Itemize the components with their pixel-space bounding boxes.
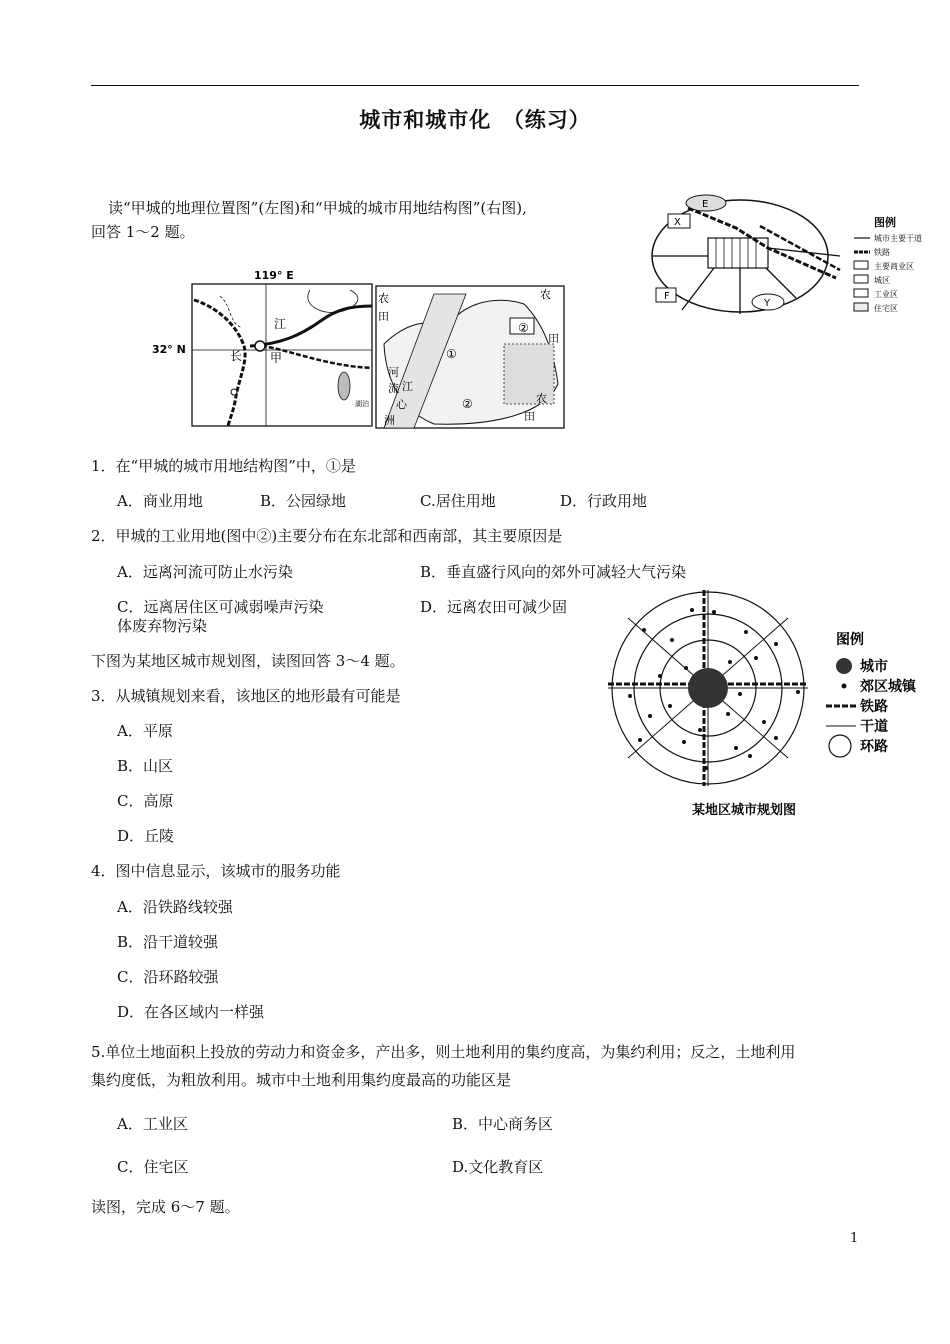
q4-option-d[interactable]: D．在各区域内一样强 bbox=[117, 1003, 265, 1021]
map-right-label-10: 田 bbox=[524, 410, 535, 423]
map-left-label-chang: 长 bbox=[230, 349, 243, 363]
q2-option-d[interactable]: D．远离农田可减少固 bbox=[420, 598, 568, 616]
q1-option-a[interactable]: A．商业用地 bbox=[117, 492, 203, 510]
map-right-label-circle2-ne: ② bbox=[518, 321, 529, 335]
city-plan-figure bbox=[600, 588, 930, 824]
intro-line-2: 回答 1～2 题。 bbox=[91, 223, 195, 241]
map-left-label-jia: 甲 bbox=[270, 351, 283, 365]
map-right-label-0: 农 bbox=[378, 292, 389, 305]
zone-e-label: E bbox=[702, 199, 709, 210]
map-left-label-jiang: 江 bbox=[274, 317, 287, 331]
legend-top-item-2: 主要商业区 bbox=[874, 262, 914, 271]
map-right-label-4: 河 bbox=[388, 366, 399, 379]
q2-option-a[interactable]: A．远离河流可防止水污染 bbox=[117, 563, 293, 581]
zone-f-label: F bbox=[664, 291, 670, 302]
q2-stem: 2．甲城的工业用地(图中②)主要分布在东北部和西南部，其主要原因是 bbox=[91, 527, 563, 545]
intro-line-1: 读“甲城的地理位置图”(左图)和“甲城的城市用地结构图”(右图), bbox=[108, 199, 527, 217]
location-map bbox=[150, 266, 376, 430]
plan-legend-item-1: 郊区城镇 bbox=[860, 679, 916, 695]
legend-top-item-4: 工业区 bbox=[874, 290, 898, 299]
legend-top-title: 图例 bbox=[874, 216, 896, 229]
page-number: 1 bbox=[850, 1231, 859, 1246]
map-right-label-5: 流 bbox=[388, 382, 399, 395]
q1-stem: 1．在“甲城的城市用地结构图”中，①是 bbox=[91, 457, 356, 475]
q1-option-d[interactable]: D．行政用地 bbox=[560, 492, 648, 510]
map-left-label-lake: 湖泊 bbox=[355, 400, 369, 408]
q5-option-b[interactable]: B．中心商务区 bbox=[452, 1115, 554, 1133]
map-right-label-9: 农 bbox=[536, 392, 547, 405]
q5-option-a[interactable]: A．工业区 bbox=[117, 1115, 188, 1133]
road-southeast bbox=[766, 268, 796, 298]
land-use-map bbox=[374, 284, 566, 430]
q1-option-c[interactable]: C.居住用地 bbox=[420, 492, 496, 510]
q2-option-b[interactable]: B．垂直盛行风向的郊外可减轻大气污染 bbox=[420, 563, 687, 581]
q4-stem: 4．图中信息显示，该城市的服务功能 bbox=[91, 862, 341, 880]
q1-option-b[interactable]: B．公园绿地 bbox=[260, 492, 347, 510]
plan-legend-item-3: 干道 bbox=[860, 719, 888, 735]
header-rule bbox=[91, 85, 859, 86]
legend-top-item-3: 城区 bbox=[874, 276, 890, 285]
page-title: 城市和城市化 （练习） bbox=[359, 107, 591, 132]
map-right-label-1: 田 bbox=[378, 310, 389, 323]
q3-option-b[interactable]: B．山区 bbox=[117, 757, 174, 775]
q5-option-d[interactable]: D.文化教育区 bbox=[452, 1158, 544, 1176]
city-jia-marker bbox=[255, 341, 265, 351]
map-right-label-3: 田 bbox=[548, 332, 559, 345]
q3-option-d[interactable]: D．丘陵 bbox=[117, 827, 175, 845]
zone-x-label: X bbox=[674, 217, 681, 228]
map-right-label-circle1: ① bbox=[446, 347, 457, 361]
outro: 读图，完成 6～7 题。 bbox=[91, 1198, 240, 1216]
city-structure-figure bbox=[640, 186, 940, 320]
lake bbox=[338, 372, 350, 400]
q3-option-c[interactable]: C．高原 bbox=[117, 792, 174, 810]
map-right-label-7: 心 bbox=[396, 398, 407, 411]
q4-option-b[interactable]: B．沿干道较强 bbox=[117, 933, 219, 951]
latitude-label: 32° N bbox=[152, 343, 186, 356]
city-center bbox=[688, 668, 728, 708]
q2-option-c[interactable]: C．远离居住区可减弱噪声污染 bbox=[117, 598, 324, 616]
longitude-label: 119° E bbox=[254, 269, 294, 282]
q4-option-c[interactable]: C．沿环路较强 bbox=[117, 968, 219, 986]
q5-option-c[interactable]: C．住宅区 bbox=[117, 1158, 189, 1176]
q4-option-a[interactable]: A．沿铁路线较强 bbox=[117, 898, 233, 916]
map-right-label-2: 农 bbox=[540, 288, 551, 301]
map-right-label-6: 江 bbox=[402, 380, 413, 393]
legend-town-symbol bbox=[842, 684, 847, 689]
plan-caption: 某地区城市规划图 bbox=[692, 803, 797, 818]
zone-y-label: Y bbox=[764, 298, 771, 309]
legend-top-item-5: 住宅区 bbox=[874, 304, 898, 313]
q2-option-d-continuation: 体废弃物污染 bbox=[117, 617, 208, 635]
plan-legend-item-2: 铁路 bbox=[860, 699, 888, 715]
map-right-label-8: 洲 bbox=[384, 414, 395, 427]
road-southwest bbox=[682, 268, 714, 310]
q5-stem-line-2: 集约度低，为粗放利用。城市中土地利用集约度最高的功能区是 bbox=[91, 1071, 512, 1089]
intro2: 下图为某地区城市规划图，读图回答 3～4 题。 bbox=[91, 652, 405, 670]
plan-legend-title: 图例 bbox=[836, 632, 864, 648]
q3-stem: 3．从城镇规划来看，该地区的地形最有可能是 bbox=[91, 687, 401, 705]
commercial-zone bbox=[708, 238, 768, 268]
plan-legend-item-4: 环路 bbox=[860, 739, 888, 755]
plan-legend-item-0: 城市 bbox=[860, 659, 888, 675]
map-right-label-circle2-sw: ② bbox=[462, 397, 473, 411]
town-marker bbox=[231, 389, 237, 395]
q3-option-a[interactable]: A．平原 bbox=[117, 722, 173, 740]
q5-stem-line-1: 5.单位土地面积上投放的劳动力和资金多，产出多，则土地利用的集约度高，为集约利用；反之，土地利用 bbox=[91, 1043, 796, 1061]
legend-city-symbol bbox=[836, 658, 852, 674]
legend-top-item-1: 铁路 bbox=[874, 248, 890, 257]
legend-ring-symbol bbox=[829, 735, 851, 757]
legend-top-item-0: 城市主要干道 bbox=[874, 234, 922, 243]
